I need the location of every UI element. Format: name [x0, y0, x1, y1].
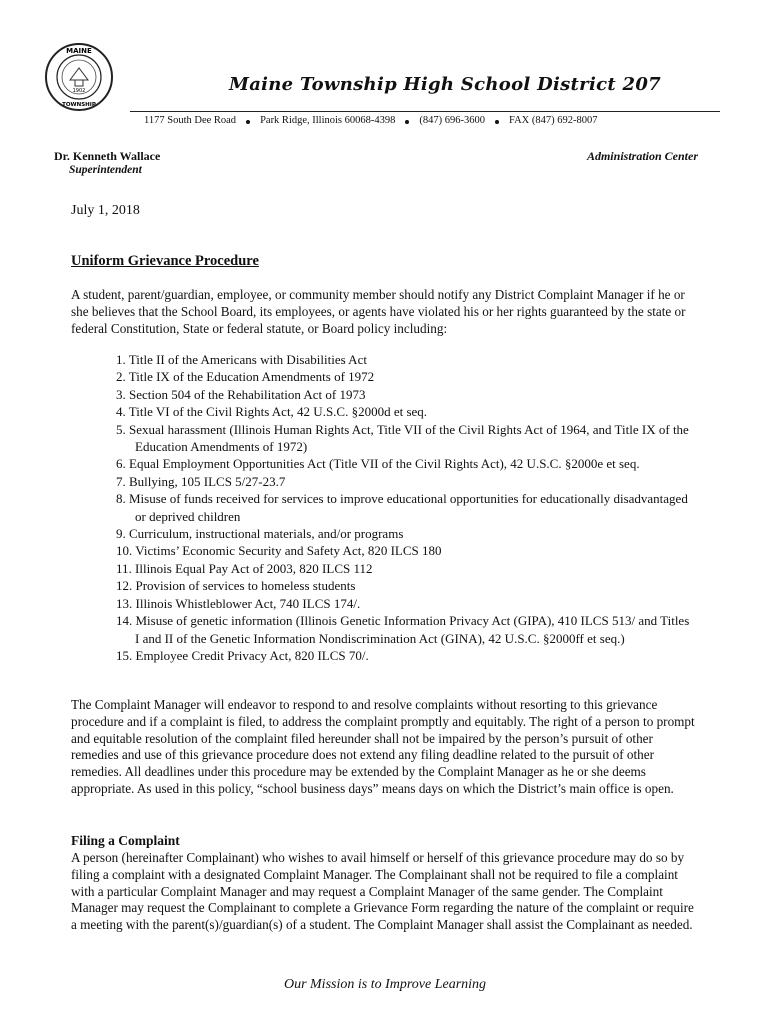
list-item: 12. Provision of services to homeless students [116, 578, 356, 594]
list-item: 13. Illinois Whistleblower Act, 740 ILCS 174/. [116, 595, 361, 611]
list-item: 6. Equal Employment Opportunities Act (Title VII of the Civil Rights Act), 42 U.S.C. §2000e et seq. [116, 456, 640, 472]
bullet-separator [495, 120, 499, 124]
list-item: 15. Employee Credit Privacy Act, 820 ILCS 70/. [116, 647, 369, 663]
list-item: 9. Curriculum, instructional materials, and/or programs [116, 526, 404, 542]
list-item: 11. Illinois Equal Pay Act of 2003, 820 ILCS 112 [116, 560, 373, 576]
address-city: Park Ridge, Illinois 60068-4398 [260, 115, 396, 126]
list-item: 14. Misuse of genetic information (Illinois Genetic Information Privacy Act (GIPA), 410 ILCS 513/ and Titles I and II of the Genetic Information Nondiscrimination Act (GINA), 42 U.S.C. §2000ff et seq.) [116, 613, 690, 646]
district-name: Maine Township High School District 207 [228, 74, 662, 95]
letter-date: July 1, 2018 [71, 203, 140, 218]
address-street: 1177 South Dee Road [144, 115, 237, 126]
intro-paragraph: A student, parent/guardian, employee, or community member should notify any District Complaint Manager if he or she believes that the School Board, its employees, or agents have violated his or her rights guaranteed by the state or federal Constitution, State or federal statute, or Board policy including: [71, 287, 686, 336]
bullet-separator [405, 120, 409, 124]
list-item: 5. Sexual harassment (Illinois Human Rights Act, Title VII of the Civil Rights Act of 1964, and Title IX of the Education Amendments of 1972) [116, 421, 689, 455]
list-item: 7. Bullying, 105 ILCS 5/27-23.7 [116, 473, 286, 489]
address-phone: (847) 696-3600 [419, 115, 486, 126]
superintendent-name: Dr. Kenneth Wallace [54, 149, 161, 163]
bullet-separator [246, 120, 250, 124]
mission-footer: Our Mission is to Improve Learning [283, 977, 487, 992]
list-item: 3. Section 504 of the Rehabilitation Act of 1973 [116, 386, 366, 402]
seal-top-text: MAINE [66, 47, 92, 55]
filing-paragraph: A person (hereinafter Complainant) who wishes to avail himself or herself of this grievance procedure may do so by filing a complaint with a designated Complaint Manager. The Complainant shall not be required to file a complaint with a particular Complaint Manager and may request a Complaint Manager of the same gender. The Complaint Manager may request the Complainant to complete a Grievance Form regarding the nature of the complaint or require a meeting with the parent(s)/guardian(s) of a student. The Complaint Manager shall assist the Complainant as needed. [71, 850, 694, 933]
seal-year-text: 1902 [72, 88, 86, 94]
superintendent-title: Superintendent [69, 164, 142, 176]
address-line [144, 115, 597, 126]
filing-heading: Filing a Complaint [71, 833, 180, 848]
document-heading: Uniform Grievance Procedure [71, 253, 259, 269]
list-item: 2. Title IX of the Education Amendments of 1972 [116, 369, 375, 385]
address-fax: FAX (847) 692-8007 [509, 115, 598, 126]
seal-bottom-text: TOWNSHIP [62, 102, 96, 108]
list-item: 10. Victims’ Economic Security and Safety Act, 820 ILCS 180 [116, 543, 442, 559]
list-item: 8. Misuse of funds received for services to improve educational opportunities for educationally disadvantaged or deprived children [116, 491, 688, 524]
list-item: 1. Title II of the Americans with Disabilities Act [116, 352, 367, 367]
administration-center: Administration Center [586, 149, 698, 163]
list-item: 4. Title VI of the Civil Rights Act, 42 U.S.C. §2000d et seq. [116, 404, 428, 420]
letterhead-rule [130, 111, 720, 112]
rights-list [116, 351, 696, 664]
complaint-manager-paragraph: The Complaint Manager will endeavor to respond to and resolve complaints without resorting to this grievance procedure and if a complaint is filed, to address the complaint promptly and equitably. The right of a person to prompt and equitable resolution of the complaint filed hereunder shall not be impaired by the person’s pursuit of other remedies and use of this grievance procedure does not extend any filing deadline related to the pursuit of other remedies. All deadlines under this procedure may be extended by the Complaint Manager as he or she deems appropriate. As used in this policy, “school business days” means days on which the District’s main office is open. [71, 697, 695, 796]
